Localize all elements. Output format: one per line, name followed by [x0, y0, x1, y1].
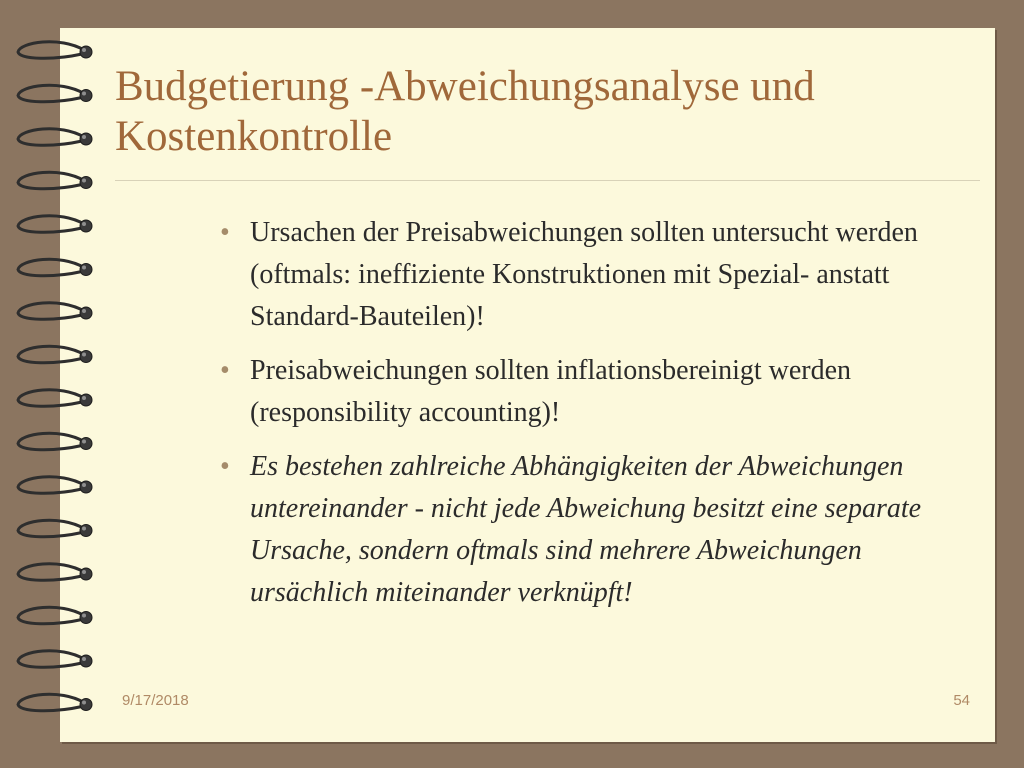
- page-number: 54: [953, 692, 970, 709]
- spiral-highlight: [82, 483, 86, 487]
- spiral-highlight: [82, 179, 86, 183]
- spiral-highlight: [82, 266, 86, 270]
- bullet-item: [220, 350, 980, 434]
- spiral-ring: [18, 42, 84, 59]
- spiral-ring: [18, 390, 84, 407]
- footer-date: 9/17/2018: [122, 692, 189, 709]
- spiral-highlight: [82, 701, 86, 705]
- spiral-hole: [80, 568, 92, 580]
- spiral-ring: [18, 433, 84, 450]
- spiral-hole: [80, 177, 92, 189]
- bullet-icon: •: [220, 451, 230, 482]
- slide-title: Budgetierung -Abweichungsanalyse und Kostenkontrolle: [115, 63, 815, 160]
- bullet-icon: •: [220, 217, 230, 248]
- bullet-icon: •: [220, 355, 230, 386]
- spiral-hole: [80, 351, 92, 363]
- bullet-list: [220, 212, 980, 626]
- spiral-highlight: [82, 48, 86, 52]
- spiral-highlight: [82, 135, 86, 139]
- spiral-ring: [18, 259, 84, 276]
- bullet-item: [220, 446, 980, 614]
- spiral-hole: [80, 394, 92, 406]
- spiral-ring: [18, 694, 84, 711]
- spiral-highlight: [82, 570, 86, 574]
- spiral-binding-icon: [0, 28, 110, 742]
- spiral-hole: [80, 90, 92, 102]
- spiral-hole: [80, 46, 92, 58]
- spiral-hole: [80, 525, 92, 537]
- spiral-highlight: [82, 353, 86, 357]
- bullet-text: Preisabweichungen sollten inflationsbereinigt werden (responsibility accounting)!: [250, 355, 852, 428]
- spiral-highlight: [82, 527, 86, 531]
- spiral-ring: [18, 651, 84, 668]
- spiral-ring: [18, 346, 84, 363]
- spiral-ring: [18, 477, 84, 494]
- spiral-hole: [80, 438, 92, 450]
- spiral-highlight: [82, 309, 86, 313]
- spiral-ring: [18, 607, 84, 624]
- spiral-highlight: [82, 657, 86, 661]
- bullet-item: [220, 212, 980, 338]
- spiral-hole: [80, 264, 92, 276]
- spiral-ring: [18, 303, 84, 320]
- spiral-ring: [18, 216, 84, 233]
- spiral-hole: [80, 481, 92, 493]
- spiral-hole: [80, 699, 92, 711]
- spiral-ring: [18, 520, 84, 537]
- spiral-ring: [18, 129, 84, 146]
- title-divider: [115, 180, 980, 181]
- spiral-hole: [80, 307, 92, 319]
- spiral-ring: [18, 85, 84, 102]
- spiral-ring: [18, 564, 84, 581]
- spiral-highlight: [82, 440, 86, 444]
- bullet-text: Ursachen der Preisabweichungen sollten untersucht werden (oftmals: ineffiziente Konstruktionen mit Spezial- anstatt Standard-Bauteilen)!: [250, 217, 918, 332]
- bullet-text: Es bestehen zahlreiche Abhängigkeiten der Abweichungen untereinander - nicht jede Abweichung besitzt eine separate Ursache, sondern oftmals sind mehrere Abweichungen ursächlich miteinander verknüpft!: [250, 451, 922, 608]
- spiral-hole: [80, 655, 92, 667]
- spiral-highlight: [82, 396, 86, 400]
- spiral-hole: [80, 133, 92, 145]
- spiral-highlight: [82, 222, 86, 226]
- spiral-ring: [18, 172, 84, 189]
- spiral-hole: [80, 220, 92, 232]
- spiral-highlight: [82, 614, 86, 618]
- spiral-hole: [80, 612, 92, 624]
- spiral-highlight: [82, 92, 86, 96]
